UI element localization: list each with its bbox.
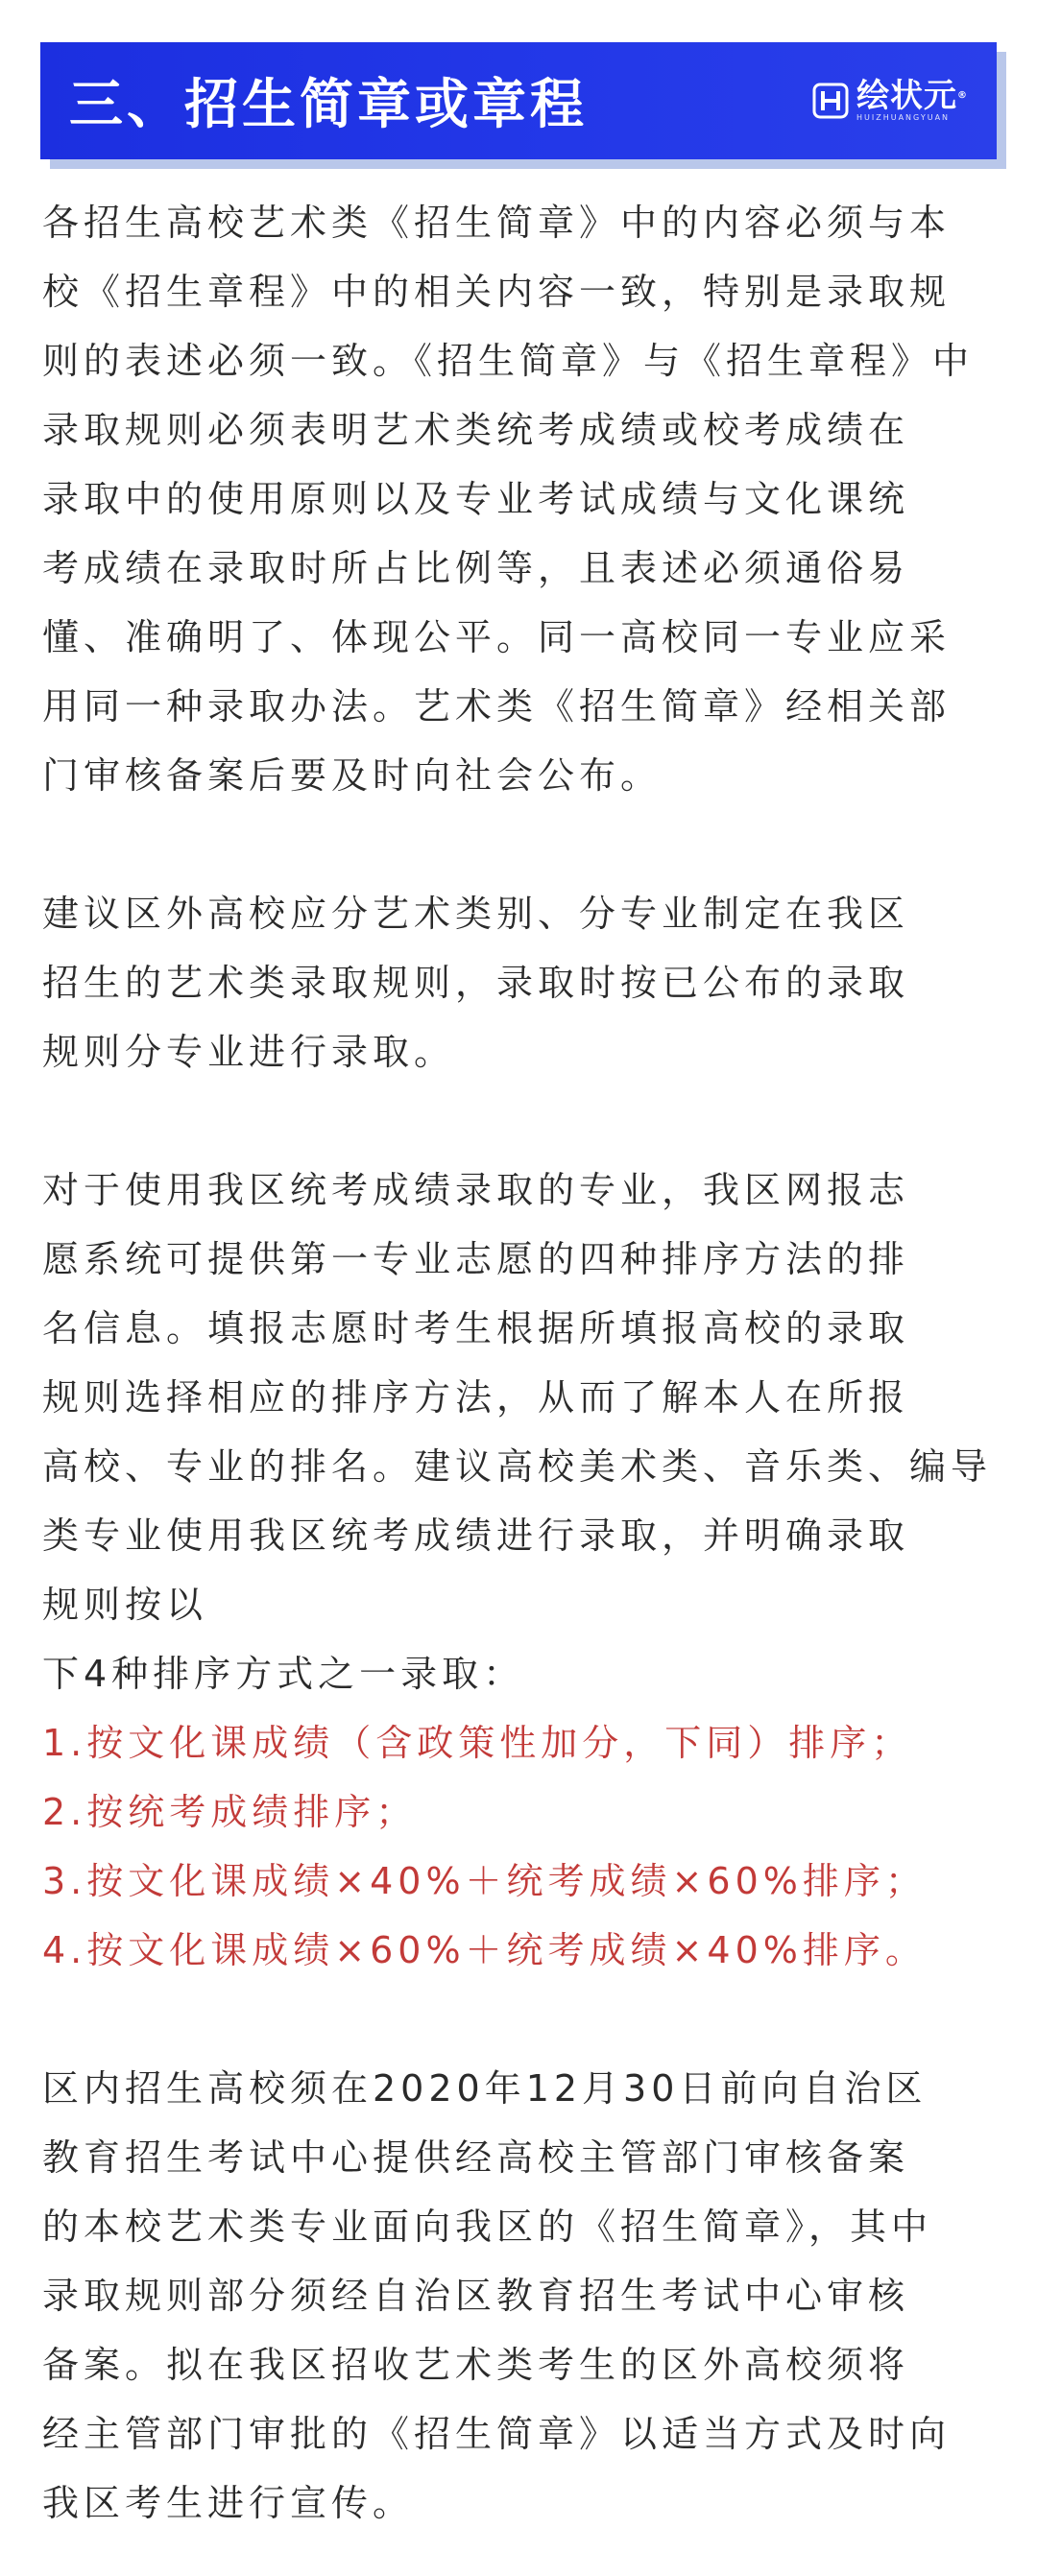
brand-logo xyxy=(812,79,968,123)
text-line: 考成绩在录取时所占比例等，且表述必须通俗易 xyxy=(42,547,910,589)
ranking-rule: 4.按文化课成绩×60%＋统考成绩×40%排序。 xyxy=(42,1929,927,1971)
ranking-rule: 3.按文化课成绩×40%＋统考成绩×60%排序； xyxy=(42,1860,927,1902)
text-line: 名信息。填报志愿时考生根据所填报高校的录取 xyxy=(42,1307,910,1349)
header-banner xyxy=(40,42,997,159)
paragraph-3 xyxy=(42,1156,1002,1985)
text-line: 下4种排序方式之一录取： xyxy=(42,1653,525,1695)
brand-subtitle: HUIZHUANGYUAN xyxy=(856,113,951,122)
text-line: 校《招生章程》中的相关内容一致，特别是录取规 xyxy=(42,271,952,313)
text-line: 录取规则部分须经自治区教育招生考试中心审核 xyxy=(42,2275,910,2317)
brand-mark-icon xyxy=(812,83,849,119)
text-line: 高校、专业的排名。建议高校美术类、音乐类、编导 xyxy=(42,1445,993,1488)
text-line: 区内招生高校须在2020年12月30日前向自治区 xyxy=(42,2067,928,2110)
article-body xyxy=(42,188,1002,2538)
text-line: 录取规则必须表明艺术类统考成绩或校考成绩在 xyxy=(42,409,910,451)
text-line: 教育招生考试中心提供经高校主管部门审核备案 xyxy=(42,2136,910,2179)
ranking-rule: 1.按文化课成绩（含政策性加分，下同）排序； xyxy=(42,1722,913,1764)
text-line: 我区考生进行宣传。 xyxy=(42,2482,415,2524)
registered-mark: ® xyxy=(957,90,968,101)
text-line: 各招生高校艺术类《招生简章》中的内容必须与本 xyxy=(42,202,952,244)
text-line: 规则选择相应的排序方法，从而了解本人在所报 xyxy=(42,1376,910,1419)
text-line: 规则按以 xyxy=(42,1584,208,1626)
text-line: 规则分专业进行录取。 xyxy=(42,1031,456,1073)
ranking-rule: 2.按统考成绩排序； xyxy=(42,1791,418,1833)
text-line: 类专业使用我区统考成绩进行录取，并明确录取 xyxy=(42,1515,910,1557)
text-line: 录取中的使用原则以及专业考试成绩与文化课统 xyxy=(42,478,910,520)
text-line: 备案。拟在我区招收艺术类考生的区外高校须将 xyxy=(42,2344,910,2386)
text-line: 经主管部门审批的《招生简章》以适当方式及时向 xyxy=(42,2413,952,2455)
text-line: 对于使用我区统考成绩录取的专业，我区网报志 xyxy=(42,1169,910,1211)
text-line: 愿系统可提供第一专业志愿的四种排序方法的排 xyxy=(42,1238,910,1280)
brand-name: 绘状元 xyxy=(856,77,957,115)
paragraph-2 xyxy=(42,879,1002,1086)
section-title: 三、招生简章或章程 xyxy=(69,74,588,136)
text-line: 的本校艺术类专业面向我区的《招生简章》，其中 xyxy=(42,2206,933,2248)
paragraph-4 xyxy=(42,2054,1002,2538)
text-line: 用同一种录取办法。艺术类《招生简章》经相关部 xyxy=(42,685,952,727)
text-line: 则的表述必须一致。《招生简章》与《招生章程》中 xyxy=(42,340,975,382)
text-line: 招生的艺术类录取规则，录取时按已公布的录取 xyxy=(42,962,910,1004)
paragraph-1 xyxy=(42,188,1002,810)
section-header xyxy=(40,42,997,159)
text-line: 门审核备案后要及时向社会公布。 xyxy=(42,754,663,797)
text-line: 建议区外高校应分艺术类别、分专业制定在我区 xyxy=(42,893,910,935)
text-line: 懂、准确明了、体现公平。同一高校同一专业应采 xyxy=(42,616,952,658)
